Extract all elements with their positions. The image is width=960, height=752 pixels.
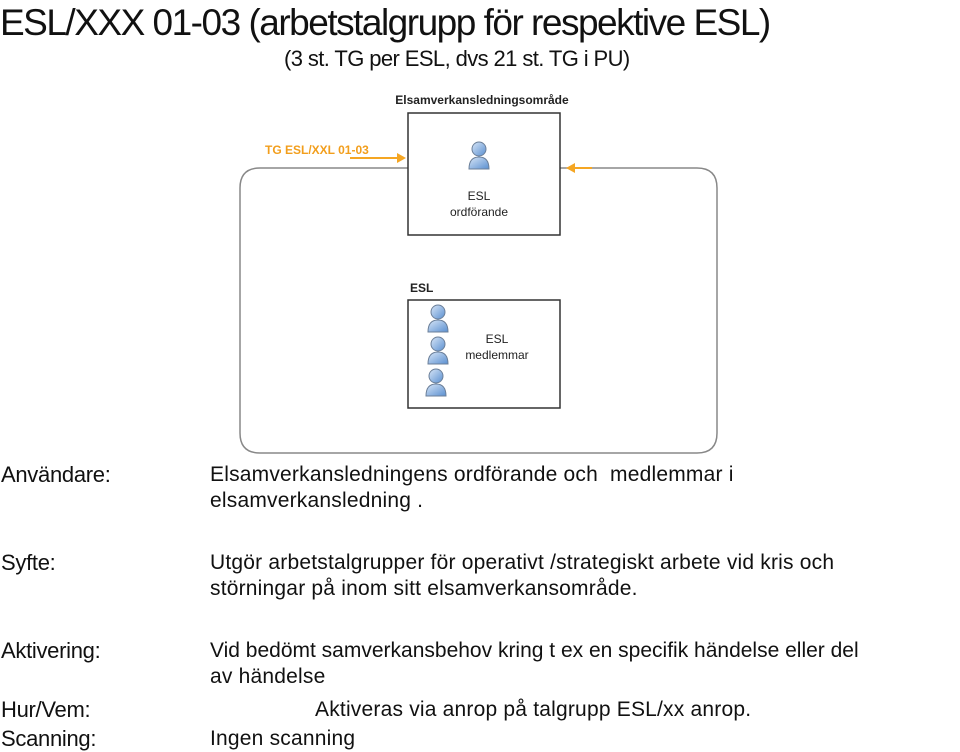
value-aktivering bbox=[210, 638, 859, 690]
label-anvandare: Användare: bbox=[1, 462, 111, 487]
value-scanning: Ingen scanning bbox=[210, 727, 356, 750]
value-aktivering-line2: av händelse bbox=[210, 665, 326, 688]
chair-line1: ESL bbox=[467, 189, 491, 203]
chair-line2: ordförande bbox=[449, 205, 509, 219]
area-label: Elsamverkansledningsområde bbox=[395, 93, 569, 107]
esl-label: ESL bbox=[410, 281, 434, 295]
value-syfte-line1: Utgör arbetstalgrupper för operativt /strategiskt arbete vid kris och bbox=[210, 551, 835, 574]
page-title: ESL/XXX 01-03 (arbetstalgrupp för respektive ESL) bbox=[0, 2, 770, 43]
tg-diagram bbox=[230, 88, 730, 458]
members-line2: medlemmar bbox=[465, 348, 529, 362]
page-subtitle: (3 st. TG per ESL, dvs 21 st. TG i PU) bbox=[284, 46, 630, 71]
value-anvandare-line2: elsamverkansledning . bbox=[210, 489, 424, 512]
label-scanning: Scanning: bbox=[1, 726, 97, 751]
label-syfte: Syfte: bbox=[1, 550, 56, 575]
value-anvandare-line1: Elsamverkansledningens ordförande och medlemmar i bbox=[210, 463, 734, 486]
arrow-right bbox=[566, 163, 592, 173]
label-hurvem: Hur/Vem: bbox=[1, 697, 91, 722]
members-line1: ESL bbox=[485, 332, 509, 346]
label-aktivering: Aktivering: bbox=[1, 638, 101, 663]
value-hurvem: Aktiveras via anrop på talgrupp ESL/xx anrop. bbox=[315, 698, 752, 721]
tg-label: TG ESL/XXL 01-03 bbox=[265, 143, 369, 157]
value-anvandare bbox=[210, 462, 734, 514]
value-syfte bbox=[210, 550, 834, 602]
value-syfte-line2: störningar på inom sitt elsamverkansområde. bbox=[210, 577, 638, 600]
value-aktivering-line1: Vid bedömt samverkansbehov kring t ex en specifik händelse eller del bbox=[210, 639, 859, 662]
